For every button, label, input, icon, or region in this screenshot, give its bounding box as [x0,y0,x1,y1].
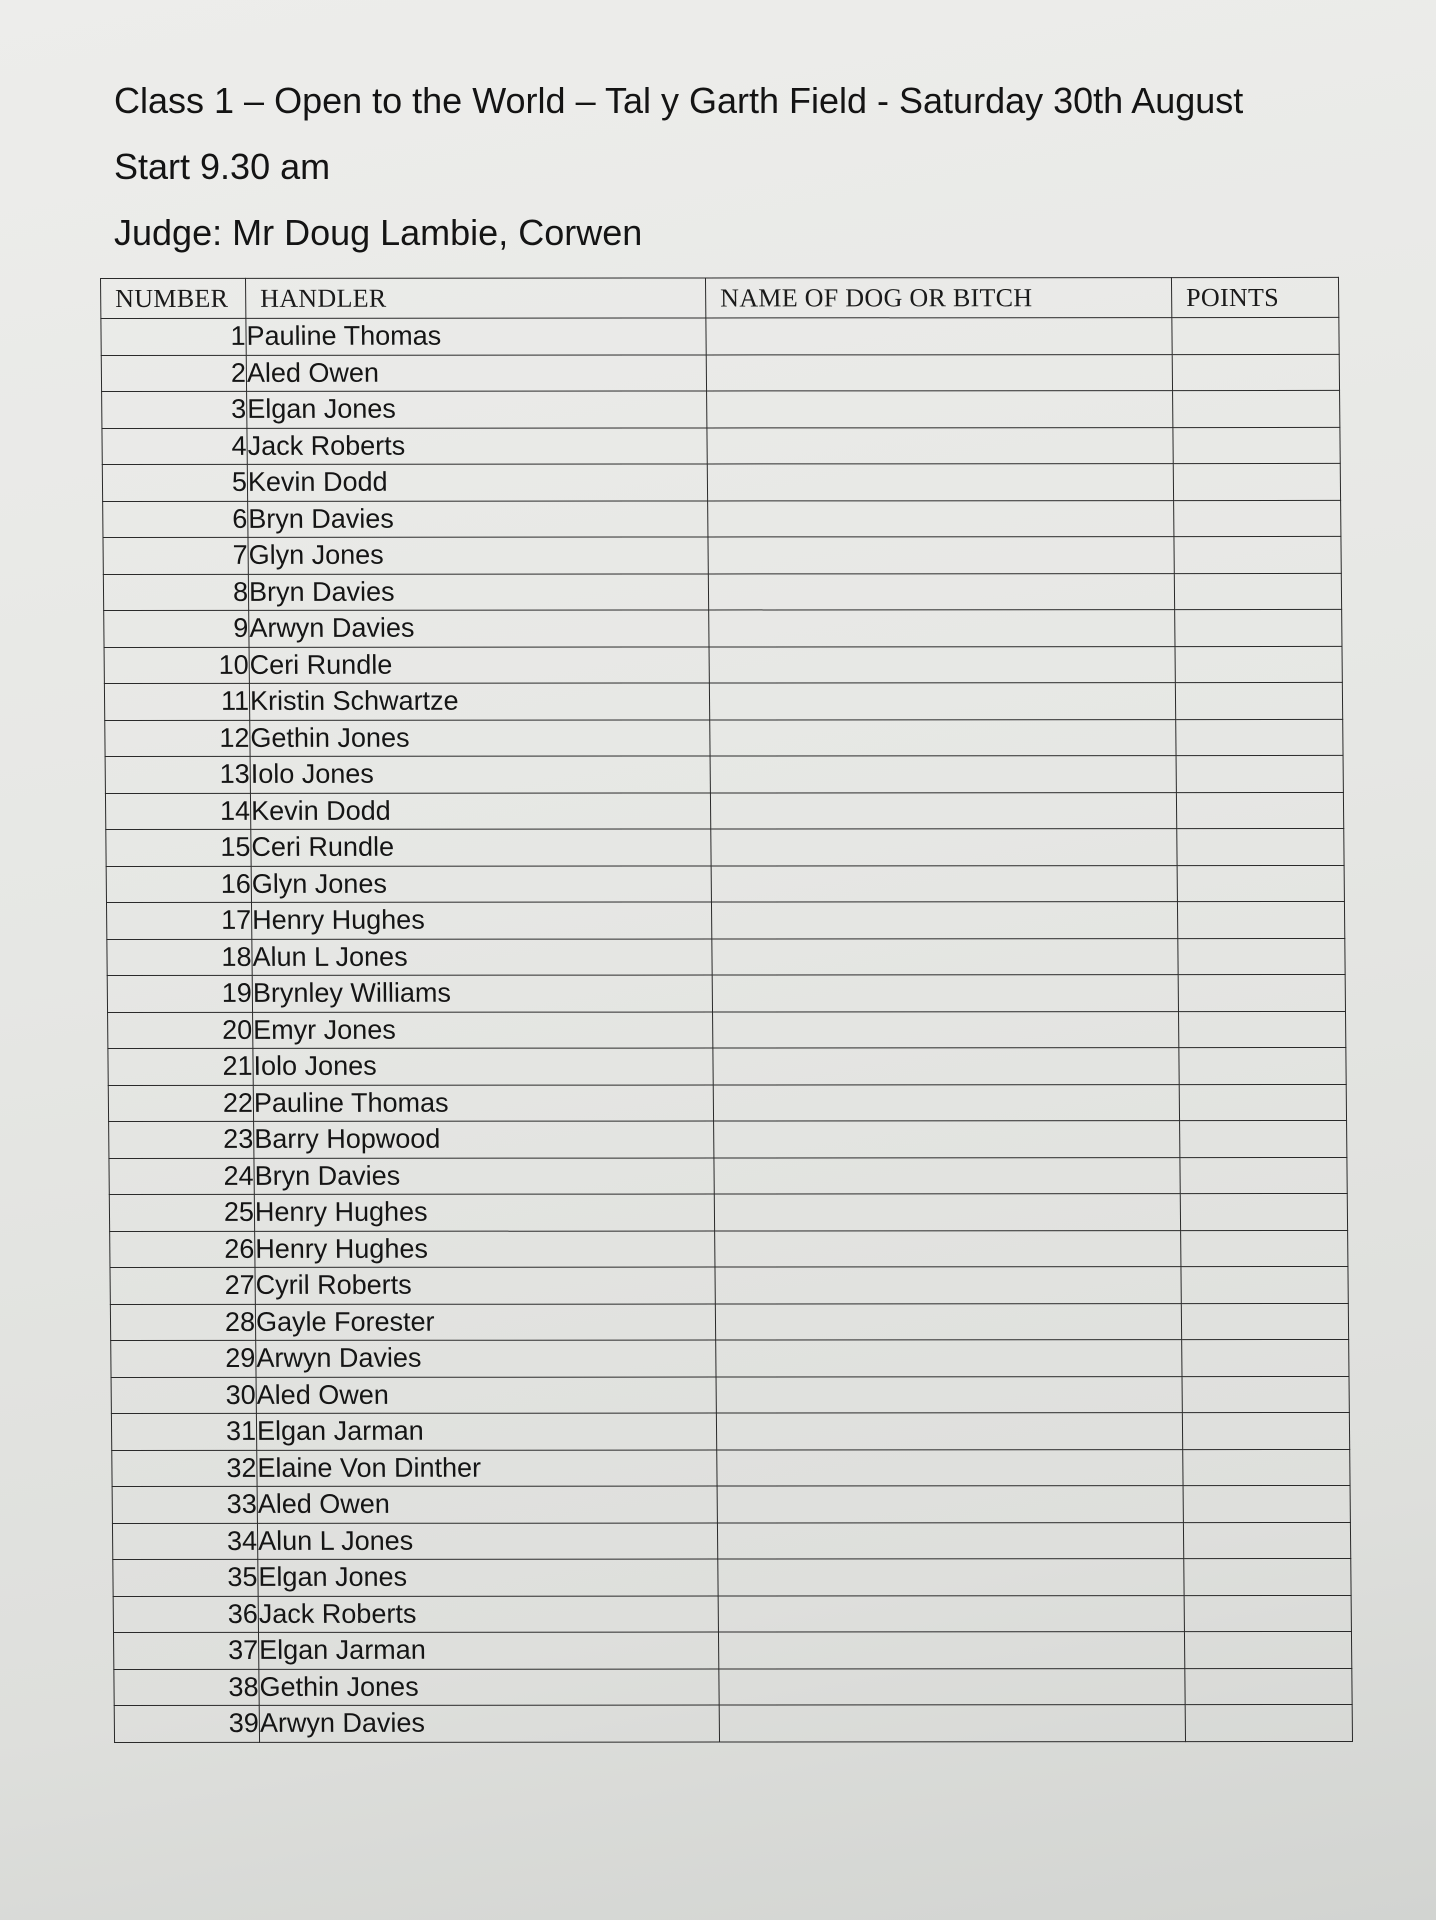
handler-name: Elgan Jones [247,391,707,428]
dog-name-cell [708,573,1174,610]
handler-name: Bryn Davies [248,500,708,537]
table-row [103,573,1341,611]
dog-name-cell [712,938,1178,975]
points-cell [1180,1157,1347,1194]
dog-name-cell [710,792,1176,829]
handler-name: Gethin Jones [250,719,710,756]
start-time: Start 9.30 am [114,146,331,187]
points-cell [1177,865,1344,902]
table-row [111,1376,1349,1414]
table-row [110,1230,1348,1268]
entry-number: 38 [114,1669,259,1706]
dog-name-cell [715,1267,1181,1304]
class-title: Class 1 – Open to the World – Tal y Garth Field - Saturday 30th August [114,80,1244,121]
points-cell [1178,974,1345,1011]
table-row [104,646,1342,684]
points-cell [1182,1412,1349,1449]
entry-number: 4 [102,428,247,465]
entry-number: 19 [107,975,252,1012]
entry-number: 27 [110,1267,255,1304]
entry-number: 37 [114,1632,259,1669]
handler-name: Henry Hughes [254,1194,714,1231]
dog-name-cell [719,1705,1185,1742]
entry-number: 20 [108,1012,253,1049]
handler-name: Arwyn Davies [249,610,709,647]
handler-name: Elgan Jarman [256,1413,716,1450]
table-row [104,609,1342,647]
points-cell [1177,901,1344,938]
dog-name-cell [707,391,1173,428]
handler-name: Iolo Jones [253,1048,713,1085]
handler-name: Glyn Jones [251,865,711,902]
handler-name: Glyn Jones [248,537,708,574]
entry-number: 11 [104,683,249,720]
table-row [102,463,1340,501]
handler-name: Aled Owen [246,354,706,391]
dog-name-cell [718,1559,1184,1596]
points-cell [1172,317,1339,354]
table-row [101,317,1339,355]
entry-number: 9 [104,610,249,647]
entry-number: 35 [113,1559,258,1596]
entries-table-container [100,277,1353,1820]
table-row [108,1047,1346,1085]
points-cell [1173,427,1340,464]
dog-name-cell [714,1157,1180,1194]
handler-name: Kevin Dodd [247,464,707,501]
handler-name: Henry Hughes [251,902,711,939]
table-row [102,390,1340,428]
column-header-handler: HANDLER [245,278,705,318]
points-cell [1183,1522,1350,1559]
table-row [107,974,1345,1012]
points-cell [1176,792,1343,829]
table-row [114,1668,1352,1706]
table-row [103,500,1341,538]
dog-name-cell [706,318,1172,355]
handler-name: Arwyn Davies [259,1705,719,1742]
handler-name: Alun L Jones [257,1523,717,1560]
points-cell [1174,500,1341,537]
handler-name: Elgan Jarman [258,1632,718,1669]
points-cell [1179,1084,1346,1121]
dog-name-cell [709,646,1175,683]
table-row [109,1193,1347,1231]
dog-name-cell [713,1011,1179,1048]
points-cell [1181,1303,1348,1340]
table-row [103,536,1341,574]
table-row [102,427,1340,465]
entry-number: 13 [105,756,250,793]
points-cell [1176,755,1343,792]
table-row [105,792,1343,830]
entry-number: 29 [111,1340,256,1377]
entry-number: 22 [108,1085,253,1122]
points-cell [1181,1266,1348,1303]
entry-number: 10 [104,647,249,684]
entry-number: 7 [103,537,248,574]
entry-number: 1 [101,318,246,355]
dog-name-cell [713,1048,1179,1085]
entry-number: 24 [109,1158,254,1195]
points-cell [1183,1449,1350,1486]
dog-name-cell [710,756,1176,793]
points-cell [1177,828,1344,865]
points-cell [1176,719,1343,756]
handler-name: Barry Hopwood [254,1121,714,1158]
table-row [114,1631,1352,1669]
handler-name: Arwyn Davies [256,1340,716,1377]
handler-name: Jack Roberts [258,1596,718,1633]
points-cell [1185,1668,1352,1705]
handler-name: Pauline Thomas [246,318,706,355]
entry-number: 39 [114,1705,259,1742]
entry-number: 25 [109,1194,254,1231]
handler-name: Ceri Rundle [251,829,711,866]
dog-name-cell [718,1595,1184,1632]
handler-name: Ceri Rundle [249,646,709,683]
dog-name-cell [714,1121,1180,1158]
points-cell [1184,1558,1351,1595]
entries-table [100,277,1353,1743]
entry-number: 3 [102,391,247,428]
dog-name-cell [716,1340,1182,1377]
dog-name-cell [707,427,1173,464]
dog-name-cell [715,1303,1181,1340]
table-row [110,1266,1348,1304]
handler-name: Aled Owen [257,1486,717,1523]
entry-number: 16 [106,866,251,903]
table-row [105,719,1343,757]
dog-name-cell [709,683,1175,720]
table-body [101,317,1353,1742]
dog-name-cell [717,1449,1183,1486]
entry-number: 14 [105,793,250,830]
dog-name-cell [717,1486,1183,1523]
points-cell [1181,1230,1348,1267]
dog-name-cell [716,1413,1182,1450]
handler-name: Jack Roberts [247,427,707,464]
dog-name-cell [708,500,1174,537]
points-cell [1174,573,1341,610]
table-row [106,828,1344,866]
points-cell [1178,1011,1345,1048]
entry-number: 26 [110,1231,255,1268]
points-cell [1182,1339,1349,1376]
points-cell [1174,536,1341,573]
entry-number: 30 [111,1377,256,1414]
entry-number: 17 [106,902,251,939]
entry-number: 12 [105,720,250,757]
table-row [108,1011,1346,1049]
handler-name: Bryn Davies [248,573,708,610]
table-row [108,1084,1346,1122]
points-cell [1184,1595,1351,1632]
entry-number: 2 [101,355,246,392]
dog-name-cell [713,1084,1179,1121]
table-row [112,1522,1350,1560]
dog-name-cell [717,1522,1183,1559]
entry-number: 5 [102,464,247,501]
table-row [112,1449,1350,1487]
dog-name-cell [711,865,1177,902]
handler-name: Bryn Davies [254,1158,714,1195]
dog-name-cell [714,1194,1180,1231]
dog-name-cell [716,1376,1182,1413]
handler-name: Kevin Dodd [250,792,710,829]
points-cell [1185,1704,1352,1741]
dog-name-cell [712,975,1178,1012]
points-cell [1180,1120,1347,1157]
handler-name: Henry Hughes [255,1231,715,1268]
entry-number: 33 [112,1486,257,1523]
dog-name-cell [715,1230,1181,1267]
points-cell [1179,1047,1346,1084]
entry-number: 36 [113,1596,258,1633]
handler-name: Kristin Schwartze [249,683,709,720]
dog-name-cell [707,464,1173,501]
table-row [106,865,1344,903]
column-header-points: POINTS [1171,277,1338,317]
entry-number: 31 [111,1413,256,1450]
dog-name-cell [711,902,1177,939]
entry-number: 32 [112,1450,257,1487]
handler-name: Pauline Thomas [253,1085,713,1122]
handler-name: Elgan Jones [258,1559,718,1596]
points-cell [1175,609,1342,646]
entry-number: 28 [110,1304,255,1341]
handler-name: Cyril Roberts [255,1267,715,1304]
handler-name: Iolo Jones [250,756,710,793]
points-cell [1182,1376,1349,1413]
table-row [112,1485,1350,1523]
table-row [109,1157,1347,1195]
dog-name-cell [706,354,1172,391]
points-cell [1178,938,1345,975]
table-row [113,1595,1351,1633]
handler-name: Brynley Williams [252,975,712,1012]
handler-name: Aled Owen [256,1377,716,1414]
entry-number: 8 [103,574,248,611]
points-cell [1175,682,1342,719]
table-header-row [101,277,1339,318]
entry-number: 15 [106,829,251,866]
judge-line: Judge: Mr Doug Lambie, Corwen [114,212,643,253]
entry-number: 6 [103,501,248,538]
dog-name-cell [708,537,1174,574]
points-cell [1183,1485,1350,1522]
handler-name: Alun L Jones [252,938,712,975]
dog-name-cell [711,829,1177,866]
dog-name-cell [709,610,1175,647]
column-header-dog-name: NAME OF DOG OR BITCH [705,278,1171,318]
handler-name: Elaine Von Dinther [257,1450,717,1487]
table-row [113,1558,1351,1596]
handler-name: Gayle Forester [255,1304,715,1341]
dog-name-cell [719,1668,1185,1705]
points-cell [1175,646,1342,683]
entry-number: 21 [108,1048,253,1085]
entry-number: 23 [109,1121,254,1158]
table-row [109,1120,1347,1158]
table-row [114,1704,1352,1742]
table-row [107,938,1345,976]
points-cell [1173,390,1340,427]
column-header-number: NUMBER [101,278,246,318]
table-row [101,354,1339,392]
handler-name: Gethin Jones [259,1669,719,1706]
table-row [105,755,1343,793]
table-row [111,1412,1349,1450]
dog-name-cell [710,719,1176,756]
table-row [111,1339,1349,1377]
dog-name-cell [718,1632,1184,1669]
entry-number: 18 [107,939,252,976]
handler-name: Emyr Jones [253,1011,713,1048]
table-row [106,901,1344,939]
points-cell [1173,463,1340,500]
points-cell [1180,1193,1347,1230]
points-cell [1184,1631,1351,1668]
points-cell [1172,354,1339,391]
table-row [104,682,1342,720]
table-row [110,1303,1348,1341]
entry-number: 34 [112,1523,257,1560]
